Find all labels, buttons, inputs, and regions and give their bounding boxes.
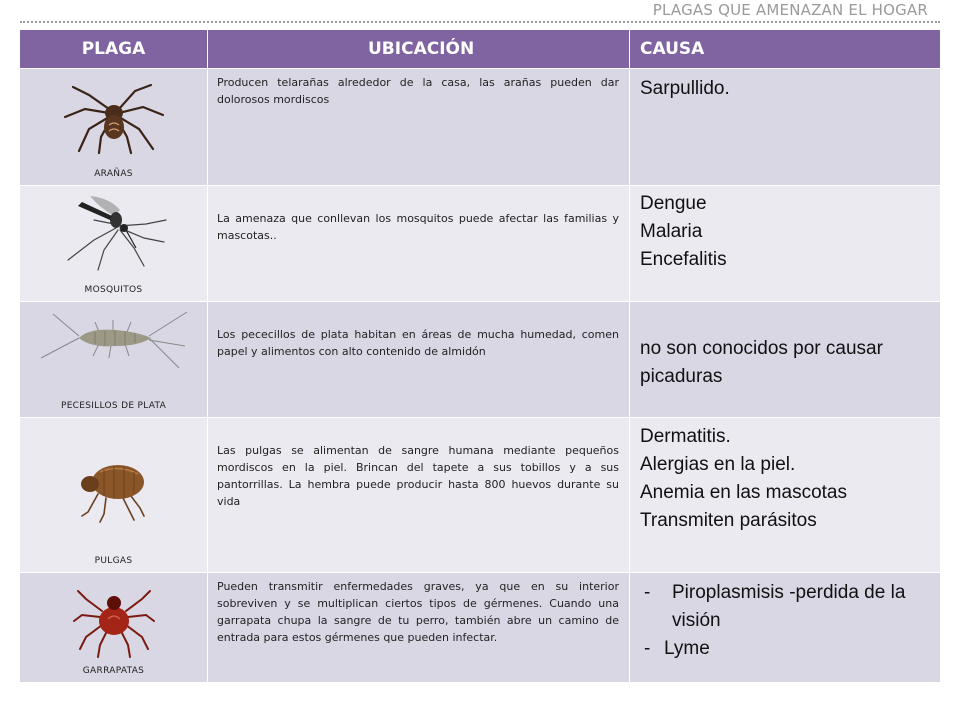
flea-icon [78,454,150,524]
list-dash: - [644,582,651,603]
cause-item: Malaria [640,221,703,242]
table-row [20,302,941,418]
cause-item: Dengue [640,193,707,214]
table-row [20,186,941,302]
cause-item: Transmiten parásitos [640,510,817,531]
pest-causes [630,186,941,302]
pest-description: Producen telarañas alrededor de la casa, las arañas pueden dar dolorosos mordiscos [208,69,630,186]
cause-item-text: Lyme [664,638,710,659]
table-row [20,69,941,186]
pest-causes [630,69,941,186]
pest-table [19,29,941,683]
pest-name: MOSQUITOS [84,285,143,295]
column-header-ubicacion: UBICACIÓN [208,30,630,69]
page-header [0,0,960,24]
pest-description: La amenaza que conllevan los mosquitos puede afectar las familias y mascotas.. [208,186,630,302]
pest-image-cell [20,302,208,418]
column-header-plaga: PLAGA [20,30,208,69]
pest-name: ARAÑAS [94,169,133,179]
cause-item [640,579,930,635]
pest-name: GARRAPATAS [82,666,145,676]
pest-description: Los pececillos de plata habitan en áreas de mucha humedad, comen papel y alimentos con alto contenido de almidón [208,302,630,418]
cause-list [640,579,930,663]
cause-item: Sarpullido. [640,78,730,99]
pest-image-cell [20,573,208,683]
silverfish-icon [39,306,189,372]
cause-item: Dermatitis. [640,426,731,447]
pest-name: PECESILLOS DE PLATA [60,401,167,411]
cause-item [640,635,930,663]
tick-icon [72,577,156,659]
table-row [20,573,941,683]
pest-causes [630,418,941,573]
pest-image-cell [20,69,208,186]
cause-item: Alergias en la piel. [640,454,796,475]
cause-item: no son conocidos por causar picaduras [640,338,883,387]
table-header-row [20,30,941,69]
pest-description: Pueden transmitir enfermedades graves, ya que en su interior sobreviven y se multiplican ciertos tipos de gérmenes. Cuando una garrapata chupa la sangre de tu perro, también abre un camino de entrada para estos gérmenes que pueden infectar. [208,573,630,683]
mosquito-icon [54,190,174,272]
pest-image-cell [20,186,208,302]
pest-name: PULGAS [94,556,133,566]
cause-item: Encefalitis [640,249,727,270]
pest-causes [630,302,941,418]
pest-description: Las pulgas se alimentan de sangre humana mediante pequeños mordiscos en la piel. Brincan del tapete a sus tobillos y a sus pantorrillas. La hembra puede producir hasta 800 huevos durante su vida [208,418,630,573]
list-dash: - [644,638,651,659]
spider-icon [59,73,169,155]
cause-item-text: Piroplasmisis -perdida de la visión [672,582,906,631]
column-header-causa: CAUSA [630,30,941,69]
pest-causes [630,573,941,683]
cause-item: Anemia en las mascotas [640,482,847,503]
page-title: PLAGAS QUE AMENAZAN EL HOGAR [652,1,928,19]
header-divider [20,21,940,23]
pest-image-cell [20,418,208,573]
table-row [20,418,941,573]
